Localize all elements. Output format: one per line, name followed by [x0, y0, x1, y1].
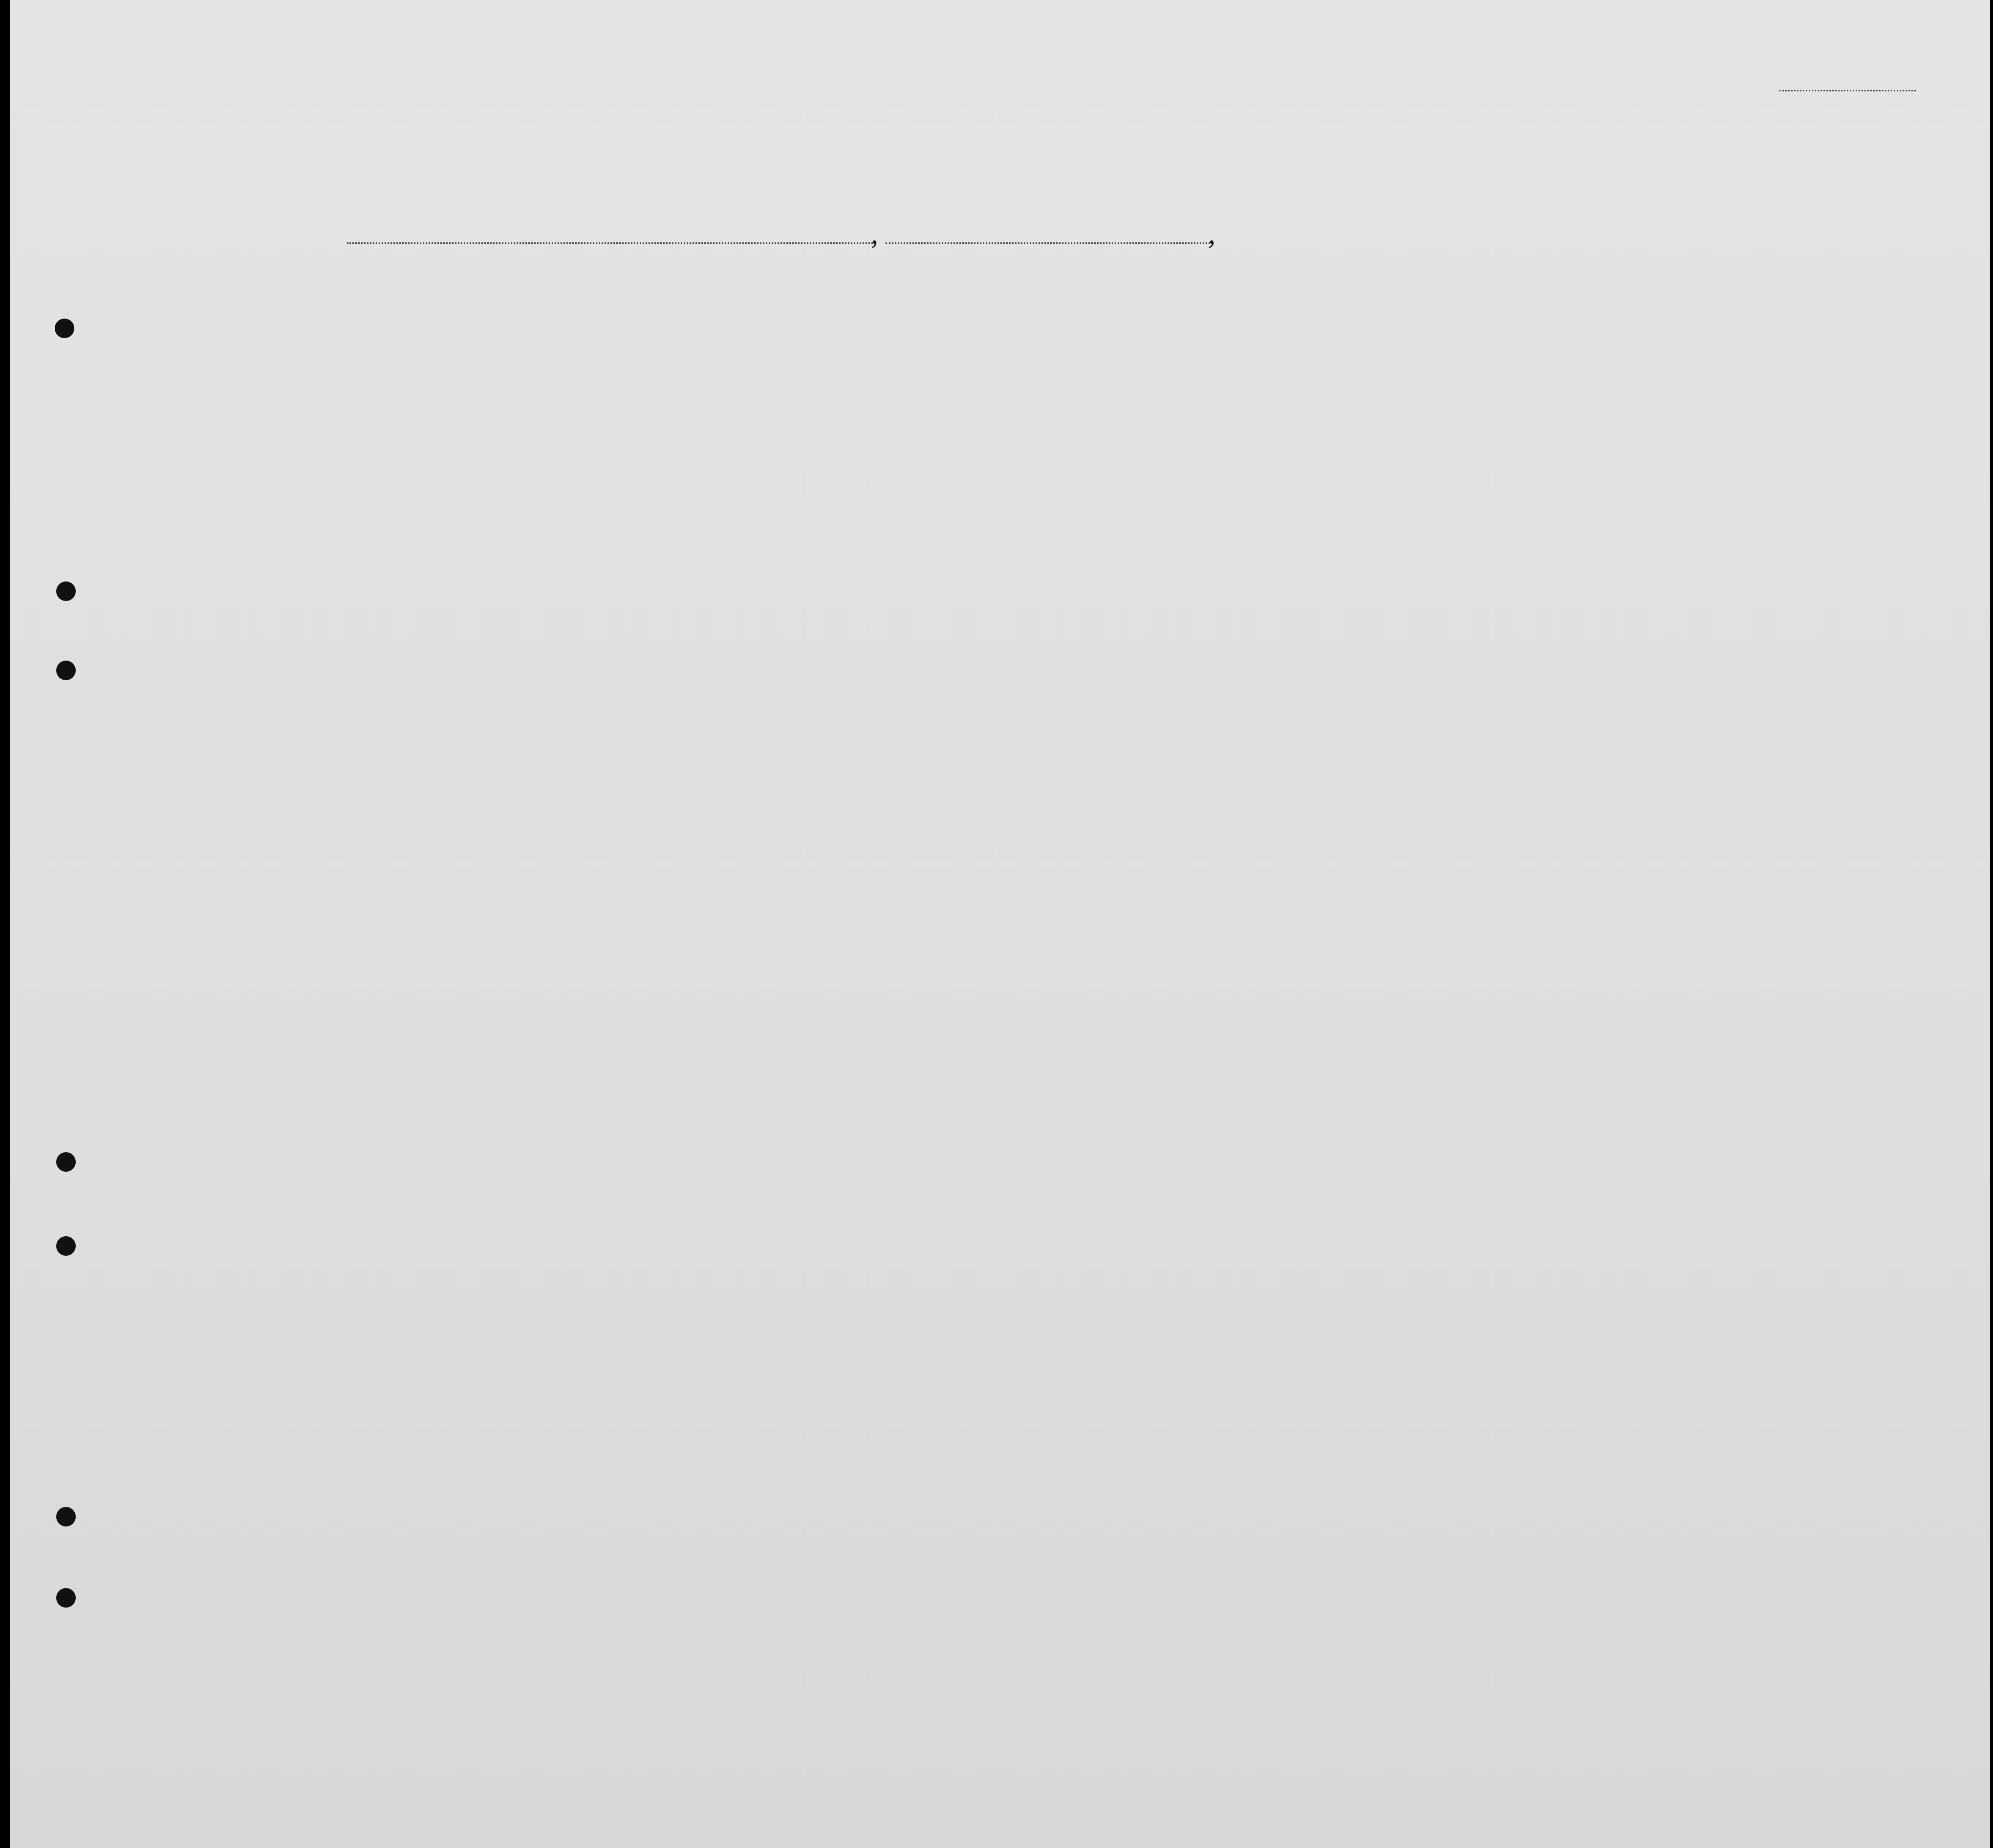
comma-separator: ,	[871, 217, 878, 250]
comma-separator: ,	[1208, 217, 1215, 250]
manifest-sheet	[10, 0, 1990, 1848]
form-grid	[10, 0, 1990, 1848]
